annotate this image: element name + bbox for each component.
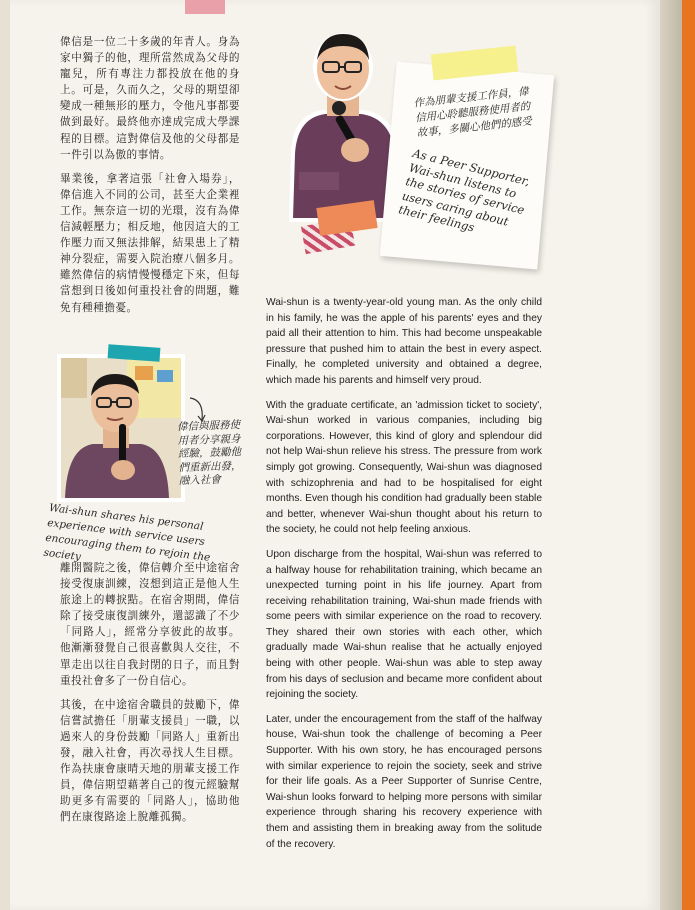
photo-man-sharing [57,348,185,503]
en-paragraph: Upon discharge from the hospital, Wai-shun was referred to a halfway house for rehabilitation training, which became an unexpected turning point in his life journey. Apart from receiving rehabilitation training, Wai-shun made friends with some peers with similar experience on the road to recovery. They shared their own stories with each other, which gradually made Wai-shun realise that he actually enjoyed being with other people. Wai-shun was able to step away from his days of seclusion and became more confident about rejoining the society. [266,548,542,701]
zh-paragraph: 畢業後，拿著這張「社會入場券」，偉信進入不同的公司，甚至大企業裡工作。無奈這一切的光環，沒有為偉信減輕壓力；相反地，他因這大的工作壓力而又無法排解，結果患上了精神分裂症，需要入院治療八個多月。雖然偉信的病情慢慢穩定下來，但每當想到日後如何重投社會的問題，難免有種種擔憂。 [60,172,240,314]
zh-column-top [60,34,240,324]
zh-column-bottom [60,560,240,834]
en-column [266,295,542,861]
caption2-english: Wai-shun shares his personal experience with service users encouraging them to rejoin the society [42,501,211,564]
zh-paragraph: 偉信是一位二十多歲的年青人。身為家中獨子的他，理所當然成為父母的寵兒，所有專注力都投放在他的身上。可是，久而久之，父母的期望卻變成一種無形的壓力，令他凡事都要做到最好。最終他亦達成完成大學課程的目標。這對偉信及他的父母都是一件引以為傲的事情。 [60,36,240,161]
page-edge [660,0,682,910]
en-paragraph: Later, under the encouragement from the staff of the halfway house, Wai-shun took the challenge of becoming a Peer Supporter. With his own story, he has encouraged persons with similar experience to rejoin the society, seek and strive for their life goals. As a Peer Supporter of Sunrise Centre, Wai-shun looks forward to helping more persons with similar experience through sharing his recovery experience with them and assisting them in breaking away from the solitude of the recovery. [266,713,542,850]
note-english-caption: As a Peer Supporter, Wai-shun listens to the stories of service users caring about their feelings [397,145,532,235]
en-paragraph: Wai-shun is a twenty-year-old young man. As the only child in his family, he was the apple of his parents' eyes and they paid all their attention to him. This had become unspeakable pressure that pushed him to attain the best in every aspect. Finally, he completed university and obtained a degree, which made his parents and himself very proud. [266,297,542,386]
accent-bar [682,0,695,910]
zh-paragraph: 離開醫院之後，偉信轉介至中途宿舍接受復康訓練，沒想到這正是他人生旅途上的轉捩點。在宿舍期間，偉信除了接受康復訓練外，還認識了不少「同路人」，經常分享彼此的故事。他漸漸發覺自己很喜歡與人交往，不單走出以往自我封閉的日子，而且對重投社會多了一份自信心。 [60,562,240,687]
en-paragraph: With the graduate certificate, an 'admission ticket to society', Wai-shun worked in various companies, including big corporations. However, this kind of glory and splendour did not help Wai-shun relieve his stress. The pressure from work simply got growing. Consequently, Wai-shun was diagnosed with schizophrenia and had to be hospitalised for eight months. Even though his condition had gradually been stable and better, whenever Wai-shun thought about his return to the society, he could not help feeling anxious. [266,399,542,536]
page-tab [185,0,225,14]
caption2-chinese: 偉信與服務使用者分享親身經驗，鼓勵他們重新出發，融入社會 [176,419,242,488]
note-chinese-caption: 作為朋輩支援工作員，偉信用心聆聽服務使用者的故事，多關心他們的感受 [413,85,533,140]
zh-paragraph: 其後，在中途宿舍職員的鼓勵下，偉信嘗試擔任「朋輩支援員」一職，以過來人的身份鼓勵「同路人」重新出發，融入社會，再次尋找人生目標。作為扶康會康晴天地的朋輩支援工作員，偉信期望藉著自己的復元經驗幫助更多有需要的「同路人」，協助他們在康復路途上脫離孤獨。 [60,698,240,824]
